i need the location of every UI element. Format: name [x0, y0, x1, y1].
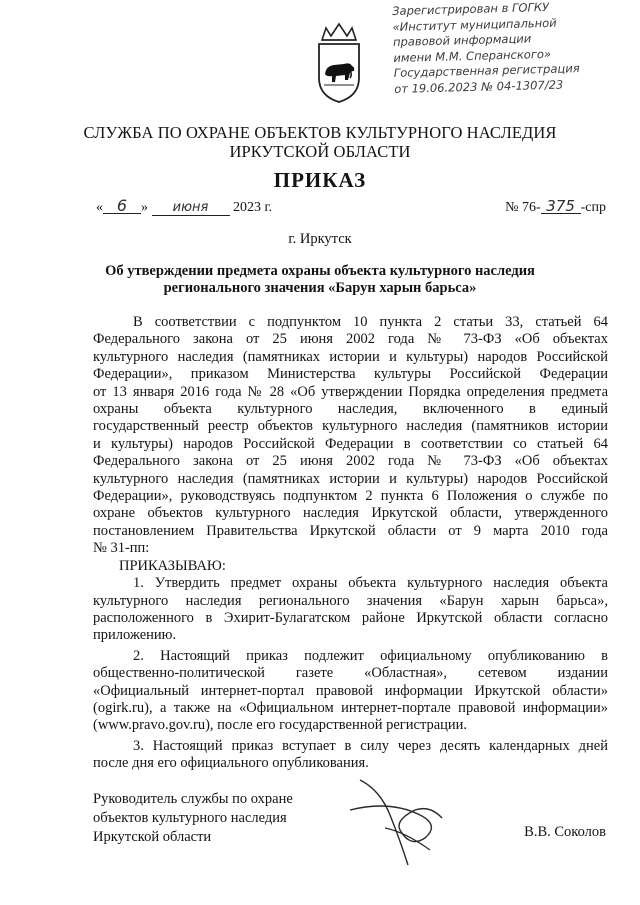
signatory-position-line: объектов культурного наследия — [93, 810, 287, 826]
order-title-line: Об утверждении предмета охраны объекта культурного наследия — [105, 263, 535, 279]
item-2-paragraph — [93, 648, 608, 735]
body-line: культурного наследия (памятниках истории и культуры) народов Российской — [93, 348, 608, 365]
body-line: государственный реестр объектов культурного наследия (памятников истории — [93, 418, 608, 435]
order-date — [96, 196, 273, 216]
order-number-prefix: № 76- — [505, 200, 541, 215]
body-line: культурного наследия регионального значения «Барун харын барьса», — [93, 592, 608, 609]
order-title — [60, 263, 580, 297]
order-day: 6 — [103, 199, 141, 214]
registration-note-line: от 19.06.2023 № 04-1307/23 — [394, 77, 564, 96]
order-number-suffix: -спр — [580, 200, 606, 215]
body-line: от 13 января 2016 года № 28 «Об утверждении Порядка определения предмета — [93, 383, 608, 400]
agency-name-line2: ИРКУТСКОЙ ОБЛАСТИ — [229, 142, 411, 161]
registration-note-line: Зарегистрирован в ГОГКУ — [392, 0, 550, 18]
order-word-paragraph — [93, 558, 608, 575]
body-line: (ogirk.ru), а также на «Официальном интернет-портале правовой информации» — [93, 699, 608, 716]
order-word: ПРИКАЗЫВАЮ: — [119, 557, 226, 574]
quote-close: » — [141, 200, 148, 215]
body-line: 2. Настоящий приказ подлежит официальному опубликованию в — [133, 647, 608, 664]
preamble-paragraph — [93, 314, 608, 558]
body-line: «Официальный интернет-портал правовой информации Иркутской области» — [93, 682, 608, 699]
body-line: 1. Утвердить предмет охраны объекта культурного наследия объекта — [133, 575, 608, 592]
registration-note-line: имени М.М. Сперанского» — [393, 46, 552, 65]
body-line: Федерального закона от 25 июня 2002 года № 73-ФЗ «Об объектах — [93, 331, 608, 348]
body-line: после дня его официального опубликования. — [93, 755, 369, 772]
registration-note-line: «Институт муниципальной — [392, 15, 557, 34]
registration-stamp-handwritten — [392, 0, 638, 97]
quote-open: « — [96, 200, 103, 215]
registration-note-line: Государственная регистрация — [393, 61, 580, 80]
issue-city: г. Иркутск — [288, 231, 352, 247]
order-month: июня — [152, 201, 230, 216]
body-line: Федерации», приказом Министерства культуры Российской Федерации — [93, 366, 608, 383]
order-body — [93, 314, 608, 773]
document-type-title: ПРИКАЗ — [273, 168, 367, 192]
body-line: Федерального закона от 25 июня 2002 года № 73-ФЗ «Об объектах — [93, 453, 608, 470]
signatory-position-line: Руководитель службы по охране — [93, 791, 293, 807]
order-title-line: регионального значения «Барун харын барьса» — [163, 280, 477, 296]
item-1-paragraph — [93, 575, 608, 645]
body-line: культурного наследия (памятниках истории и культуры) народов Российской — [93, 470, 608, 487]
body-line: охраны объекта культурного наследия, включенного в единый — [93, 401, 608, 418]
handwritten-signature-icon — [330, 770, 460, 875]
body-line: и культуры) народов Российской Федерации в соответствии со статьей 64 — [93, 435, 608, 452]
item-3-paragraph — [93, 738, 608, 773]
body-line: приложению. — [93, 627, 177, 644]
body-line: Федерации», руководствуясь подпунктом 2 пункта 6 Положения о службе по — [93, 488, 608, 505]
order-number — [505, 199, 606, 216]
signatory-name: В.В. Соколов — [524, 824, 606, 840]
body-line: В соответствии с подпунктом 10 пункта 2 статьи 33, статьей 64 — [133, 314, 608, 330]
body-line: (www.pravo.gov.ru), после его государственной регистрации. — [93, 717, 468, 734]
body-line: охране объектов культурного наследия Иркутской области, утвержденного — [93, 505, 608, 522]
order-number-value: 375 — [541, 199, 581, 214]
signatory-position-line: Иркутской области — [93, 829, 212, 845]
coat-of-arms-icon — [314, 22, 364, 104]
agency-name-line1: СЛУЖБА ПО ОХРАНЕ ОБЪЕКТОВ КУЛЬТУРНОГО НАСЛЕДИЯ — [83, 123, 557, 142]
signatory-position — [93, 790, 293, 847]
body-line: общественно-политической газете «Областная», сетевом издании — [93, 665, 608, 682]
body-line: № 31-пп: — [93, 540, 150, 557]
body-line: 3. Настоящий приказ вступает в силу через десять календарных дней — [133, 737, 608, 754]
registration-note-line: правовой информации — [392, 31, 532, 49]
body-line: постановлением Правительства Иркутской области от 9 марта 2010 года — [93, 522, 608, 539]
order-year: 2023 г. — [233, 200, 273, 215]
body-line: расположенного в Эхирит-Булагатском районе Иркутской области согласно — [93, 609, 608, 626]
